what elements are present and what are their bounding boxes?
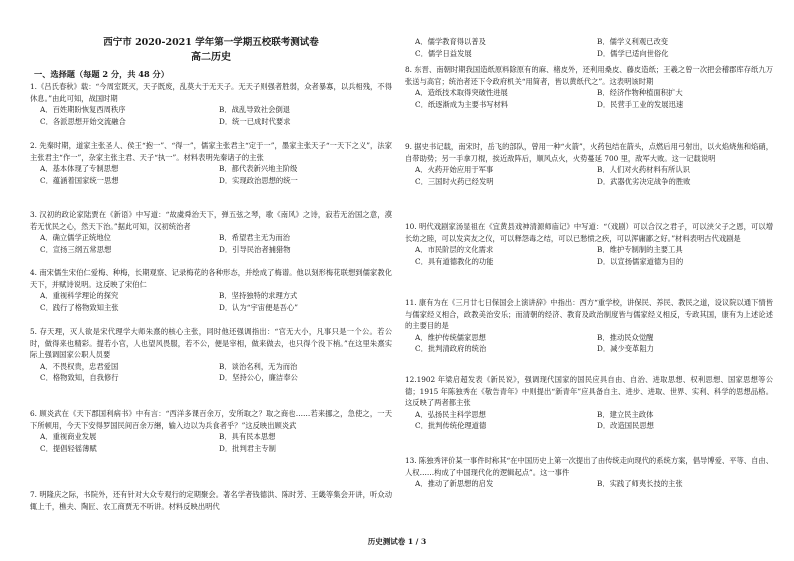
question-13 <box>405 455 773 490</box>
exam-subtitle: 高二历史 <box>191 52 231 63</box>
option-a: A．维护传统儒家思想 <box>415 332 486 342</box>
option-c: C．践行了格物致知主张 <box>40 302 119 312</box>
question-6 <box>30 408 392 454</box>
option-d: D．认为“宇宙便是吾心” <box>219 302 298 312</box>
option-a: A．火药开始应用于军事 <box>415 165 494 175</box>
option-a: A．确立儒学正统地位 <box>40 233 111 243</box>
question-4 <box>30 267 392 313</box>
question-stem: 3. 汉初的政论家陆贾在《新语》中写道：“故虞舜治天下，弹五弦之琴，歌《南风》之诗，寂若无治国之意，漠若无忧民之心，然天下治。”据此可知，汉初统治者 <box>30 210 392 231</box>
option-c: C．格物致知，自我修行 <box>40 373 119 383</box>
option-a: A．推动了新思想的启发 <box>415 479 494 489</box>
question-stem: 1.《吕氏春秋》载：“今周室既灭，天子既废，乱莫大于无天子。无天子则强者胜弱，众者暴寡，以兵相残，不得休息。”由此可知，战国时期 <box>30 82 392 103</box>
option-a: A．百姓期盼恢复西周秩序 <box>40 105 126 115</box>
option-d: D．实现政治思想的统一 <box>219 175 298 185</box>
option-d: D．坚持公心，廉洁奉公 <box>219 373 298 383</box>
option-c: C．各派思想开始交流融合 <box>40 116 126 126</box>
option-b: B．建立民主政体 <box>597 409 654 419</box>
option-b: B．经济作物种植面积扩大 <box>597 88 683 98</box>
question-stem: 10. 明代戏剧家汤显祖在《宜黄县戏神清源师庙记》中写道：“（戏剧）可以合汉之君子，可以浃父子之恩，可以增长幼之睦，可以发宾友之仪，可以释怨毒之结，可以已愁愤之疾，可以浑庸鄙之好。”材料表明古代戏剧是 <box>405 222 773 243</box>
option-c: C．提倡轻徭薄赋 <box>40 443 97 453</box>
option-a: A．基本体现了专制思想 <box>40 164 119 174</box>
option-d: D．引导民治者捕猎物 <box>219 244 291 254</box>
option-a: A．不畏权贵，忠君爱国 <box>40 361 119 371</box>
option-d: D．武器优劣决定战争的胜败 <box>597 176 691 186</box>
question-7 <box>30 489 392 512</box>
option-b: B．战乱导致社会倒退 <box>219 105 291 115</box>
question-stem: 13. 陈独秀评价某一事件时称其“在中国历史上第一次提出了由传统走向现代的系统方案，倡导博爱、平等、自由、人权……构成了中国现代化的逻辑起点”。这一事件 <box>405 456 773 477</box>
option-c: C．具有道德教化的功能 <box>415 256 494 266</box>
option-b: B．谈治名利，无为而治 <box>219 361 298 371</box>
option-b: B．坚持独特的求理方式 <box>219 291 298 301</box>
option-a: A．儒学教育得以普及 <box>415 37 486 46</box>
question-stem: 8. 东晋、南朝时期我国造纸原料除原有的麻、楮皮外，还利用桑皮、藤皮造纸；王羲之曾一次把会稽郡库存纸九万张送与高官；统治者还下令政府机关“用简者，皆以黄纸代之”。这表明该时期 <box>405 65 773 86</box>
option-b: B．实践了师夷长技的主张 <box>597 479 683 489</box>
option-b: B．都代表新兴地主阶级 <box>219 164 298 174</box>
option-d: D．改造国民思想 <box>597 421 654 431</box>
question-stem: 2. 先秦时期，道家主张圣人、侯王“抱一”、“得一”，儒家主张君主“定于一”，墨家主张天子“一天下之义”，法家主张君主“作一”，杂家主张主君、天子“执一”。材料表明先秦诸子的主张 <box>30 141 392 162</box>
exam-title: 西宁市 2020-2021 学年第一学期五校联考测试卷 <box>103 37 319 48</box>
option-c: C．宣扬三纲五常思想 <box>40 244 112 254</box>
option-d: D．以宣扬儒家道德为目的 <box>597 256 684 266</box>
option-c: C．批判传统伦理道德 <box>415 421 487 431</box>
question-stem: 11. 康有为在《三月廿七日保国会上演讲辞》中指出：西方“重学校，讲保民、养民、教民之道，设议院以通下情皆与儒家经义相合，政教美治安乐；而清朝的经济、教育及政治制度皆与儒家经义相反，专政其国，康有为上述论述的主要目的是 <box>405 298 773 331</box>
option-b: B．希望君主无为而治 <box>219 233 291 243</box>
option-d: D．民营手工业的发展迅速 <box>597 99 684 109</box>
question-1 <box>30 81 392 127</box>
question-9 <box>405 141 773 187</box>
question-10 <box>405 221 773 267</box>
option-a: A．造纸技术取得突破性进展 <box>415 88 508 98</box>
option-a: A．重视商业发展 <box>40 432 97 442</box>
option-a: A．弘扬民主科学思想 <box>415 409 486 419</box>
option-c: C．批判清政府的统治 <box>415 344 487 354</box>
question-stem: 4. 南宋儒生宋伯仁爱梅、种梅，长期观察、记录梅花的各种形态，并绘成了梅谱。他以刻形梅花联想到儒家教化天下，并赋诗说明。这反映了宋伯仁 <box>30 268 392 289</box>
option-b: B．人们对火药材料有所认识 <box>597 165 690 175</box>
option-b: B．推动民众觉醒 <box>597 332 654 342</box>
option-d: D．儒学已适向世俗化 <box>597 48 669 58</box>
option-c: C．纸逐渐成为主要书写材料 <box>415 99 509 109</box>
option-c: C．儒学日益发展 <box>415 48 472 58</box>
question-7-options <box>405 36 773 59</box>
option-b: B．儒学义利观已改变 <box>597 37 669 46</box>
question-stem: 6. 顾炎武在《天下郡国利病书》中有言：“西洋多课百余万，安所取之？取之商也……若来挪之，急使之，一天下所顿用，今天下安得罗国民间百余万緡，输入边以为兵食者乎？”这反映出顾炎武 <box>30 409 392 430</box>
option-d: D．批判君主专制 <box>219 443 276 453</box>
question-stem: 5. 存天理，灭人欲是宋代理学大师朱熹的核心主张，同时他还强调指出：“官无大小，凡事只是一个公。若公时，做得来也精彩。提若小官，人也望风畏服，若不公，便是宰相，做来做去，也只得个没下梢。”在这里朱熹实际上强调国家公职人员要 <box>30 327 392 360</box>
question-8 <box>405 64 773 110</box>
question-3 <box>30 209 392 255</box>
option-b: B．具有民本思想 <box>219 432 276 442</box>
section-heading: 一、选择题（每题 2 分，共 48 分） <box>34 69 169 79</box>
question-12 <box>405 374 773 432</box>
option-c: C．三国时火药已经发明 <box>415 176 494 186</box>
option-a: A．重视科学理论的探究 <box>40 291 119 301</box>
question-stem: 7. 明隆庆之际，书院外，还有针对大众专观行的定期聚会。著名学者钱德洪、陈时芳、王畿等集会开讲，听众动辄上千，樵夫、陶匠、农工商贾无不听讲。材料反映出明代 <box>30 490 392 511</box>
option-b: B．维护专制制的主要工具 <box>597 245 683 255</box>
question-5 <box>30 326 392 384</box>
option-d: D．统一已成时代要求 <box>219 116 291 126</box>
question-2 <box>30 140 392 186</box>
question-11 <box>405 297 773 355</box>
option-c: C．蕴涵着国家统一思想 <box>40 175 119 185</box>
option-d: D．减少变革阻力 <box>597 344 654 354</box>
option-a: A．市民阶层的文化需求 <box>415 245 494 255</box>
question-stem: 9. 据史书记载，南宋时，岳飞的部队，曾用一种“火箭”，火药包结在箭头，点燃后用弓射出，以火焰烧焦和焰硝，自带助势；另一手拿刀棍，挨近敌阵后，顺风点火，火势蔓延 700 里，敌军大败。这一记载说明 <box>405 142 773 163</box>
page-footer: 历史测试卷 1 / 3 <box>367 537 427 546</box>
question-stem: 12.1902 年梁启超发表《新民说》，强调现代国家的国民应具自由、自治、进取思想、权利思想、国家思想等公德；1915 年陈独秀在《敬告青年》中则提出“新青年”应具备自主、进步、进取、世界、实利、科学的思想品格。这反映了两者都主张 <box>405 375 773 408</box>
